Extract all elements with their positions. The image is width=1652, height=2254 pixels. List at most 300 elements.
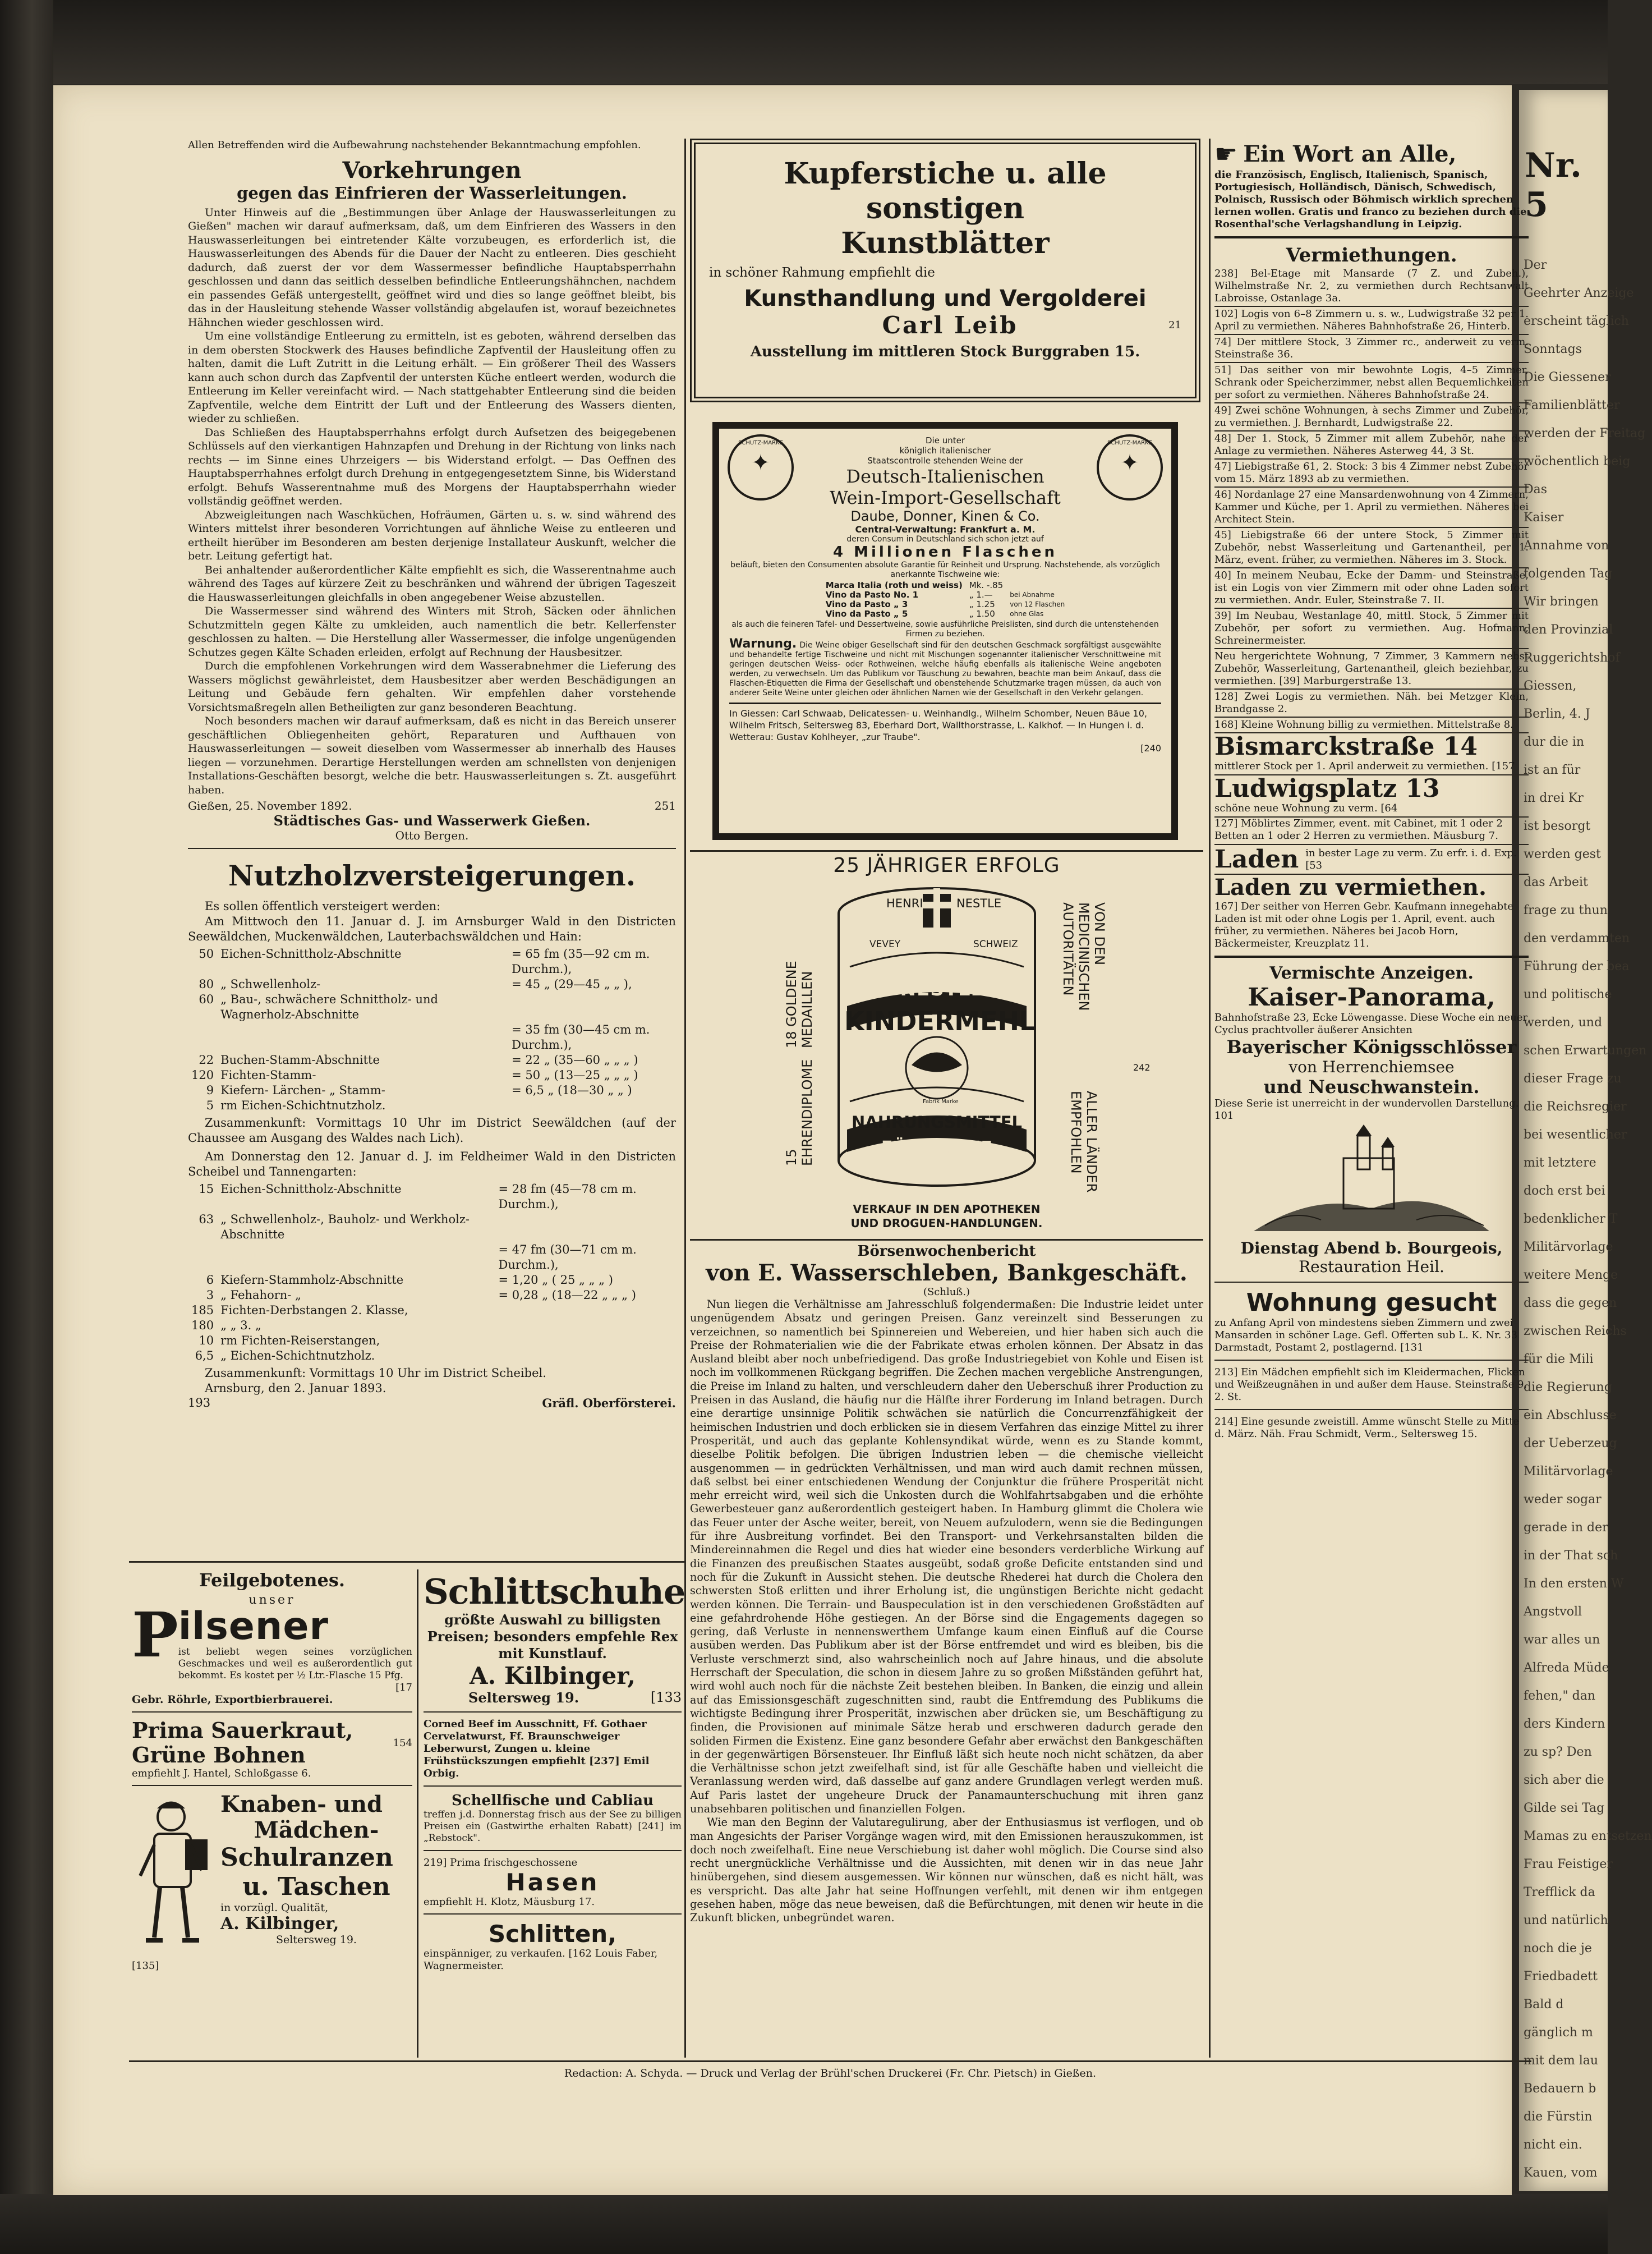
next-page-fragment: zu sp? Den [1524, 1745, 1592, 1759]
wood-qty: 9 [206, 1084, 214, 1097]
wood-row [188, 1333, 676, 1348]
next-page-fragment: Kauen, vom [1524, 2166, 1598, 2180]
wine-row [822, 590, 1068, 600]
column-rule [684, 139, 686, 2058]
wood-row [188, 1303, 676, 1318]
next-page-fragment: folgenden Tag [1524, 567, 1613, 581]
bohnen-title: Grüne Bohnen [132, 1742, 306, 1768]
wood-item: „ „ 3. „ [220, 1319, 261, 1332]
ranzen-line-4: u. Taschen [242, 1872, 390, 1901]
ranzen-address: Seltersweg 19. [276, 1934, 357, 1946]
verm-item: 238] Bel-Etage mit Mansarde (7 Z. und Zubeh.), Wilhelmstraße Nr. 2, zu vermiethen durch Rechtsanwalt Labroisse, Ostanlage 3a. [1214, 267, 1529, 307]
can-brand: H. NESTLE'S [868, 978, 1005, 1000]
wohnung-gesucht-title: Wohnung gesucht [1246, 1288, 1497, 1317]
next-page-fragment: sich aber die [1524, 1773, 1604, 1787]
verm-item: 128] Zwei Logis zu vermiethen. Näh. bei Metzger Klein, Brandgasse 2. [1214, 690, 1529, 718]
bayern-line-2: von Herrenchiemsee [1289, 1058, 1455, 1076]
wood-item [217, 1022, 508, 1053]
ludwig-title: Ludwigsplatz 13 [1214, 774, 1440, 803]
versch-title: Vermischte Anzeigen. [1269, 963, 1474, 983]
wood-measure: = 22 „ (35—60 „ „ „ ) [512, 1053, 638, 1067]
wood-row [188, 977, 676, 992]
scan-background-left [0, 0, 53, 2254]
next-page-fragment: Sonntags [1524, 342, 1582, 356]
next-page-fragment: Mamas zu entsetzen [1524, 1829, 1652, 1843]
next-page-fragment: in der That sch [1524, 1549, 1618, 1563]
wood-item: Fichten-Derbstangen 2. Klasse, [220, 1303, 408, 1317]
column-right [1214, 139, 1529, 2069]
nestle-ad [690, 852, 1203, 1239]
nestle-right-1: VON DEN MEDICINISCHEN AUTORITÄTEN [1060, 902, 1107, 1011]
wood-measure: = 47 fm (30—71 cm m. Durchm.), [498, 1243, 637, 1271]
kaiser-title: Kaiser-Panorama, [1248, 983, 1495, 1012]
notice-subtitle: gegen das Einfrieren der Wasserleitungen. [237, 183, 627, 203]
next-page-fragment: weitere Menge [1524, 1268, 1618, 1282]
hasen-title: Hasen [505, 1869, 600, 1896]
wood-table-1 [188, 947, 676, 1113]
next-page-fragment: die Regierung [1524, 1380, 1612, 1394]
schellfische-text: treffen j.d. Donnerstag frisch aus der See zu billigen Preisen ein (Gastwirthe erhalten Rabatt) [241] im „Rebstock". [424, 1809, 682, 1844]
next-page-fragment: werden gest [1524, 847, 1601, 861]
hasen-firm: empfiehlt H. Klotz, Mäusburg 17. [424, 1896, 595, 1908]
wood-intro: Es sollen öffentlich versteigert werden: [205, 899, 441, 913]
pilsener-pretitle: unser [249, 1593, 296, 1607]
next-page-fragment: schen Erwartungen [1524, 1044, 1647, 1058]
wine-note: ohne Glas [1010, 610, 1044, 618]
wood-measure: = 65 fm (35—92 cm m. Durchm.), [512, 947, 650, 976]
next-page-fragment: In den ersten W [1524, 1577, 1624, 1591]
wood-row [188, 1288, 676, 1303]
verm-item: 168] Kleine Wohnung billig zu vermiethen. Mittelstraße 8. [1214, 718, 1529, 733]
wood-qty: 3 [206, 1288, 214, 1302]
wine-number: [240 [1140, 743, 1161, 754]
newspaper-page [53, 85, 1529, 2195]
next-page-fragment: Bedauern b [1524, 2082, 1596, 2096]
schellfische-title: Schellfische und Cabliau [452, 1792, 654, 1809]
next-page-fragment: für die Mili [1524, 1352, 1594, 1366]
wine-mark-left: SCHUTZ-MARKE [738, 440, 783, 446]
wine-price: „ 1.50 [969, 609, 995, 619]
wood-qty: 180 [191, 1319, 214, 1332]
can-nestle: NESTLE [956, 897, 1002, 910]
notice-title: Vorkehrungen [342, 157, 522, 183]
next-page-fragment: zwischen Reichs [1524, 1324, 1627, 1338]
column-middle [690, 139, 1203, 2058]
wood-item: „ Eichen-Schichtnutzholz. [220, 1349, 375, 1362]
wood-number: 193 [188, 1396, 211, 1410]
wood-table-2 [188, 1182, 676, 1364]
kupferstiche-ad [690, 139, 1200, 402]
wood-measure [495, 1348, 677, 1364]
laden1-title: Laden [1214, 845, 1299, 874]
ranzen-number: [135] [132, 1960, 159, 1972]
pilsener-firm: Gebr. Röhrle, Exportbierbrauerei. [132, 1693, 333, 1706]
wine-name: Marca Italia (roth und weiss) [825, 580, 963, 590]
bayern-line-1: Bayerischer Königsschlösser [1226, 1036, 1517, 1058]
boerse-paragraph: Nun liegen die Verhältnisse am Jahresschluß folgendermaßen: Die Industrie leidet unter ungenügendem Absatz und geringen Preisen. Ganz vereinzelt sind Besserungen zu verzeichnen, so namentlich bei Spinnereien und Webereien, und hier haben sich auch die Preise der Rohmaterialien wie die der Fabrikate etwas erholen können. Der Absatz in das Ausland bleibt aber noch unbefriedigend. Das große Industriegebiet von Kohle und Eisen ist noch im vollkommenen Rückgang begriffen. Die Zechen machen vergebliche Anstrengungen, die Preise im Inland zu halten, und verschleudern daher den Ueberschuß ihrer Production zu Preisen in das Ausland, die häufig nur die Hälfte ihrer Forderung im Inland betragen. Durch eine derartige unsinnige Politik schwächen sie natürlich die Concurrenzfähigkeit der heimischen Industrien und doch erblicken sie in diesem Verfahren das einzige Mittel zu ihrer Prosperität, und auch das geplante Kohlensyndikat würde, wenn es zu Stande kommt, dieselbe Politik befolgen. Die übrigen Industrien leben — die chemische vielleicht ausgenommen — in gedrückten Verhältnissen, und man wird auch damit rechnen müssen, daß selbst bei einer entschiedenen Wendung der Conjunktur die frühere Prosperität nicht mehr erreicht wird, weil sich die Unkosten durch die Wohlfahrtsabgaben und die erhöhte Gewerbesteuer ganz außerordentlich gesteigert haben. In Hamburg glimmt die Cholera wie das Feuer unter der Asche weiter, bereit, von Neuem aufzulodern, wenn sie die Bedingungen für ihre Ausbreitung vorfindet. Bei den Transport- und Verkehrsanstalten bilden die Mindereinnahmen die Regel und dies hat wieder eine besonders verderbliche Wirkung auf die Finanzen des preußischen Staates ausgeübt, sodaß große Deficite entstanden sind und noch für die Zukunft in Aussicht stehen. Die deutsche Rhederei hat durch die Cholera den schwersten Stoß erlitten und ihrer Erholung ist, die ungünstigen Berichte nicht gedacht werden können. Die Terrain- und Bauspeculation ist in den verschiedenen Großstädten auf eine gefahrdrohende Höhe gestiegen. An der Börse sind die Engagements dagegen so gering, daß Verluste in nennenswerthem Umfange kaum einen Einfluß auf die Course ausüben werden. Das Publikum aber ist der Börse entfremdet und wird es bleiben, bis die Verluste verschmerzt sind, also wahrscheinlich noch auf Jahre hinaus, und die absolute Herrschaft der Speculation, die schon in diesem Jahre zu so großen Mißständen geführt hat, wird wohl auch noch für die nächste Zeit bestehen bleiben. In Banken, die einzig und allein auf das Emissionsgeschäft zugeschnitten sind, raubt die Entfremdung des Publikums die wichtigste Bedingung ihrer Prosperität, inzwischen aber drücken sie, um Beschäftigung zu finden, die Provisionen auf minimale Sätze herab und erschweren dadurch gerade den soliden Firmen die Existenz. Eine ganz besondere Gefahr aber erwächst den Bankgeschäften in der gegenwärtigen Börsensteuer. Ihr Einfluß läßt sich heute noch nicht schätzen, da aber die Verhältnisse schon jetzt zweifelhaft sind, ist für alle Geschäfte haben und vielleicht die Veranlassung werden wird, daß dasselbe auf ganz andere Grundlagen verlegt werden muß. Auf Paris lastet der ungeheure Druck der Panamaunterschuchung mit ihren ganz unabsehbaren politischen und finanziellen Folgen. [690, 1298, 1203, 1815]
wood-item: Fichten-Stamm- [220, 1068, 316, 1082]
pilsener-title-rest: ilsener [178, 1604, 329, 1649]
next-page-fragment: ders Kindern [1524, 1717, 1605, 1731]
wood-qty: 6,5 [195, 1349, 214, 1362]
can-nahrungsmittel: NAHRUNGSMITTEL [852, 1113, 1022, 1132]
wine-note: von 12 Flaschen [1010, 600, 1065, 608]
next-page-fragment: und natürlich [1524, 1913, 1608, 1927]
verm-item: 39] Im Neubau, Westanlage 40, mittl. Stock, 5 Zimmer mit Zubehör, per sofort zu vermiethen. Aug. Hofmann, Schreinermeister. [1214, 609, 1529, 649]
wine-name: Vino da Pasto „ 3 [825, 599, 908, 609]
next-page-fragment: erscheint täglich [1524, 314, 1629, 328]
schlittschuhe-title: Schlittschuhe [424, 1571, 685, 1612]
pilsener-number: [17 [395, 1682, 412, 1693]
wood-measure [508, 992, 676, 1022]
sauerkraut-number: 154 [393, 1737, 412, 1749]
verm-item: 48] Der 1. Stock, 5 Zimmer mit allem Zubehör, nahe der Anlage zu vermiethen. Näheres Asterweg 44, 3 St. [1214, 431, 1529, 460]
next-page-fragment: Angstvoll [1524, 1605, 1582, 1619]
next-page-fragment: ein Abschlusse [1524, 1408, 1617, 1422]
wine-title-1: Deutsch-Italienischen [846, 466, 1044, 487]
wine-price: Mk. -.85 [969, 580, 1004, 590]
next-page-fragment: noch die je [1524, 1941, 1592, 1955]
footer-imprint: Redaction: A. Schyda. — Druck und Verlag der Brühl'schen Druckerei (Fr. Chr. Pietsch) in Gießen. [564, 2067, 1097, 2079]
hasen-pretitle: 219] Prima frischgeschossene [424, 1857, 578, 1869]
notice-paragraph: Die Wassermesser sind während des Winters mit Stroh, Säcken oder ähnlichen Schutzmitteln gegen Kälte zu umkleiden, auch namentlich die betr. Kellerfenster geschlossen zu halten. — Die Herstellung aller Wassermesser, die infolge ungenügenden Schutzes gegen Kälte Schaden erleiden, erfolgt auf Rechnung der Hausbesitzer. [188, 605, 676, 659]
laden2-text: 167] Der seither von Herren Gebr. Kaufmann innegehabte Laden ist mit oder ohne Logis per 1. April, event. auch früher, zu vermiethen. Näheres bei Jacob Horn, Bäckermeister, Kreuzplatz 11. [1214, 901, 1514, 949]
next-page-fragment: fehen," dan [1524, 1689, 1595, 1703]
next-page-fragment: Alfreda Müde [1524, 1661, 1609, 1675]
next-page-fragment: mit letztere [1524, 1156, 1596, 1170]
notice-paragraph: Noch besonders machen wir darauf aufmerksam, daß es nicht in das Bereich unserer geschäftlichen Obliegenheiten gehört, Reparaturen und Aufthauen von Hauswasserleitungen — soweit dieselben vom Wassermesser ab innerhalb des Hauses liegen — vorzunehmen. Derartige Herstellungen werden am schnellsten von denjenigen Installations-Geschäften besorgt, welche die betr. Hauswasserleitungen s. Zt. ausgeführt haben. [188, 715, 676, 796]
wood-qty: 50 [199, 947, 214, 961]
next-page-fragment: doch erst bei [1524, 1184, 1605, 1198]
can-mark: Fabrik Marke [923, 1099, 959, 1105]
next-page-fragment: Der [1524, 258, 1547, 272]
next-page-fragment: war alles un [1524, 1633, 1600, 1647]
wood-item [217, 1242, 495, 1273]
next-page-fragment: Militärvorlage [1524, 1465, 1613, 1479]
wine-name: Vino da Pasto „ 5 [825, 609, 908, 619]
next-page-fragment: Gilde sei Tag [1524, 1801, 1605, 1815]
wood-row [188, 947, 676, 977]
next-page-fragment: den verdammten [1524, 931, 1630, 945]
next-page-fragment: das Arbeit [1524, 875, 1588, 889]
notice-paragraph: Das Schließen des Hauptabsperrhahns erfolgt durch Aufsetzen des beigegebenen Schlüssels auf den vierkantigen Hahnzapfen und Drehung in der Richtung von links nach rechts — im Sinne eines Uhrzeigers — bis Widerstand erfolgt. — Das Oeffnen des Hauptabsperrhahnes erfolgt durch Drehung in entgegengesetztem Sinne, bis Widerstand erfolgt. Behufs Wasserentnahme muß des Morgens der Hauptabsperrhahn wieder vollständig geöffnet werden. [188, 426, 676, 507]
schlitten-title: Schlitten, [488, 1920, 617, 1948]
wood-measure: = 0,28 „ (18—22 „ „ „ ) [498, 1288, 636, 1302]
boerse-title: von E. Wasserschleben, Bankgeschäft. [706, 1260, 1188, 1286]
wine-warning-label: Warnung. [729, 637, 797, 651]
wine-row [822, 581, 1068, 590]
laden2-title: Laden zu vermiethen. [1214, 874, 1487, 901]
next-page-fragment: gänglich m [1524, 2026, 1593, 2040]
wood-row [188, 992, 676, 1022]
wine-mark-right: SCHUTZ-MARKE [1107, 440, 1152, 446]
wood-row [188, 1242, 676, 1273]
wine-price: „ 1.— [969, 590, 993, 600]
boerse-head: Börsenwochenbericht [857, 1243, 1036, 1260]
next-page-fragment: werden der Freitag [1524, 426, 1646, 440]
wine-consum: deren Consum in Deutschland sich schon jetzt auf [846, 535, 1044, 544]
next-page-fragment: Ruggerichtshof [1524, 651, 1620, 665]
wood-item: „ Fehahorn- „ [220, 1288, 301, 1302]
schlittschuhe-number: [133 [650, 1690, 682, 1705]
notice-signature: Städtisches Gas- und Wasserwerk Gießen. [273, 812, 591, 829]
next-page-fragment: weder sogar [1524, 1493, 1602, 1507]
sauerkraut-title: Prima Sauerkraut, [132, 1718, 353, 1743]
wood-measure [495, 1212, 677, 1242]
wood-measure [495, 1333, 677, 1348]
wood-qty: 22 [199, 1053, 214, 1067]
pilsener-text: ist beliebt wegen seines vorzüglichen Geschmackes und weil es außerordentlich gut bekommt. Es kostet per ½ Ltr.-Flasche 15 Pfg. [178, 1646, 412, 1681]
wine-ad [712, 422, 1178, 840]
wine-price-list [822, 581, 1068, 619]
feil-title: Feilgebotenes. [199, 1569, 345, 1591]
wood-item: Eichen-Schnittholz-Abschnitte [220, 1182, 402, 1196]
pilsener-initial: P [132, 1599, 178, 1671]
next-page-fragment: gerade in der [1524, 1521, 1608, 1535]
wine-row [822, 600, 1068, 609]
nestle-bottom-2: UND DROGUEN-HANDLUNGEN. [850, 1216, 1043, 1230]
next-page-fragment: bedenklicher T [1524, 1212, 1618, 1226]
column-rule [1209, 139, 1211, 2058]
notice-paragraph: Unter Hinweis auf die „Bestimmungen über Anlage der Hauswasserleitungen zu Gießen" machen wir darauf aufmerksam, daß, um dem Einfrieren des Wassers in den Hauswasserleitungen bei eintretender Kälte vorzubeugen, es erforderlich ist, die Hauswasserleitungen des Abends für die Dauer der Nacht zu entleeren. Dies geschieht dadurch, daß zuerst der vor dem Wassermesser befindliche Hauptabsperrhahn geschlossen und dann das seitlich desselben befindliche Entleerungshähnchen, nachdem ein passendes Gefäß untergestellt, geöffnet wird und dies so lange geöffnet bleibt, bis das in der Hausleitung stehende Wasser vollständig abgelaufen ist, worauf bezeichnetes Hähnchen wieder geschlossen wird. [188, 206, 676, 329]
wood-item: „ Schwellenholz-, Bauholz- und Werkholz-Abschnitte [220, 1213, 470, 1241]
verm-title: Vermiethungen. [1286, 244, 1457, 267]
wine-title-2: Wein-Import-Gesellschaft [830, 487, 1061, 508]
schlittschuhe-text: größte Auswahl zu billigsten Preisen; besonders empfehle Rex mit Kunstlauf. [427, 1612, 678, 1661]
notice-paragraph: Bei anhaltender außerordentlicher Kälte empfiehlt es sich, die Wasserentnahme auch während des Tages auf kürzere Zeit zu beschränken und während der übrigen Tageszeit die Hauswasserleitungen gleichfalls in oben angegebener Weise abzustellen. [188, 563, 676, 604]
next-page-fragment: bei wesentlicher [1524, 1128, 1627, 1142]
wine-note: bei Abnahme [1010, 591, 1055, 599]
wine-row [822, 609, 1068, 619]
next-page-fragment: dur die in [1524, 735, 1585, 749]
wine-text-3: Die Weine obiger Gesellschaft sind für den deutschen Geschmack sorgfältigst ausgewählte und behandelte fertige Tischweine und nicht mit Mischungen sogenannter italienischer Verschnittweine mit geringen deutschen Weiss- oder Rothweinen, welche häufig ebenfalls als italienische Weine angeboten werden, zu verwechseln. Um das Publikum vor Täuschung zu bewahren, beachte man beim Ankauf, dass die Flaschen-Etiquetten die Firma der Gesellschaft und obenstehende Schutzmarke tragen müssen, da auch von anderer Seite Weine unter gleichen oder ähnlichen Namen wie der Gesellschaft in den Verkehr gelangen. [729, 641, 1162, 697]
next-page-fragment: wöchentlich beig [1524, 455, 1631, 469]
wood-item: Kiefern-Stammholz-Abschnitte [220, 1273, 404, 1287]
wood-qty [188, 1242, 217, 1273]
wort-text: die Französisch, Englisch, Italienisch, Spanisch, Portugiesisch, Holländisch, Dänisch, Schwedisch, Polnisch, Russisch oder Böhmisch wirklich sprechen lernen wollen. Gratis und franco zu beziehen durch die Rosenthal'sche Verlagshandlung in Leipzig. [1214, 169, 1527, 230]
verm-item: 45] Liebigstraße 66 der untere Stock, 5 Zimmer mit Zubehör, nebst Wasserleitung und Gartenantheil, per 1. März, event. früher, zu vermiethen. Näheres im 3. Stock. [1214, 528, 1529, 568]
next-page-fragment: dass die gegen [1524, 1296, 1617, 1310]
wine-name: Vino da Pasto No. 1 [825, 590, 919, 600]
schlittschuhe-address: Seltersweg 19. [468, 1690, 579, 1706]
notice-number: 251 [654, 799, 676, 812]
verm-list [1214, 267, 1529, 733]
next-page-fragment: Annahme von [1524, 539, 1609, 553]
nestle-left-2: 18 GOLDENE MEDAILLEN [784, 960, 815, 1048]
can-henri: HENRI [886, 897, 923, 910]
ads-left [132, 1569, 412, 2063]
wood-item: rm Eichen-Schichtnutzholz. [220, 1099, 386, 1112]
maedchen-ad: 213] Ein Mädchen empfiehlt sich im Kleidermachen, Flicken und Weißzeugnähen in und außer dem Hause. Steinstraße 9, 2. St. [1214, 1366, 1527, 1403]
scan-background-top [0, 0, 1608, 84]
nestle-bottom-1: VERKAUF IN DEN APOTHEKEN [853, 1202, 1041, 1216]
wood-qty [188, 1022, 217, 1053]
kupfer-title-2: Kunstblätter [841, 226, 1050, 260]
ludwig-text: schöne neue Wohnung zu verm. [64 [1214, 802, 1529, 818]
wood-meeting-2: Zusammenkunft: Vormittags 10 Uhr im District Scheibel. [205, 1366, 546, 1380]
wine-price: „ 1.25 [969, 599, 995, 609]
wood-day1: Am Mittwoch den 11. Januar d. J. im Arnsburger Wald in den Districten Seewäldchen, Muckenwäldchen, Lauterbachswäldchen und Hain: [188, 915, 676, 943]
next-page-fragment: werden, und [1524, 1016, 1603, 1030]
wood-signature: Gräfl. Oberförsterei. [542, 1396, 676, 1410]
verm-item: Neu hergerichtete Wohnung, 7 Zimmer, 3 Kammern nebst Zubehör, Wasserleitung, Gartenantheil, gleich beziehbar, zu vermiethen. [39] Marburgerstraße 13. [1214, 649, 1529, 690]
wood-row [188, 1318, 676, 1333]
wine-pre-1: Die unter [925, 435, 965, 446]
wood-qty: 10 [199, 1334, 214, 1347]
can-fuer-kinder: FÜR KLEINE KINDER [881, 1138, 993, 1177]
wine-text-2: als auch die feineren Tafel- und Dessertweine, sowie ausführliche Preislisten, sind durch die untenstehenden Firmen zu beziehen. [731, 620, 1159, 639]
ranzen-line-1: Knaben- und [220, 1791, 383, 1817]
kupfer-number: 21 [1168, 319, 1181, 331]
hand-pointer-icon: ☛ [1214, 139, 1238, 169]
ranzen-line-2: Mädchen- [254, 1817, 379, 1843]
wood-measure: = 50 „ (13—25 „ „ „ ) [512, 1068, 638, 1082]
next-page-fragment: die Reichsregier [1524, 1100, 1627, 1114]
wood-row [188, 1098, 676, 1113]
section-rule [129, 1561, 684, 1563]
wood-qty: 63 [199, 1213, 214, 1226]
wood-row [188, 1348, 676, 1364]
wood-day2: Am Donnerstag den 12. Januar d. J. im Feldheimer Wald in den Districten Scheibel und Tannengarten: [188, 1150, 676, 1178]
nestle-left-1: 15 EHRENDIPLOME [784, 1059, 815, 1166]
wine-owners: Daube, Donner, Kinen & Co. [850, 508, 1040, 524]
wood-measure: = 45 „ (29—45 „ „ ), [512, 977, 632, 991]
kupfer-title-1: Kupferstiche u. alle sonstigen [784, 157, 1107, 226]
wood-row [188, 1273, 676, 1288]
intro-text: Allen Betreffenden wird die Aufbewahrung nachstehender Bekanntmachung empfohlen. [188, 139, 641, 151]
nestle-top: 25 JÄHRIGER ERFOLG [833, 854, 1060, 877]
next-page-fragment: Führung der bea [1524, 960, 1630, 974]
wood-row [188, 1068, 676, 1083]
notice-date: Gießen, 25. November 1892. [188, 799, 352, 812]
notice-name: Otto Bergen. [395, 829, 469, 842]
wood-row [188, 1212, 676, 1242]
next-page-fragment: in drei Kr [1524, 791, 1584, 805]
corned-beef-ad: Corned Beef im Ausschnitt, Ff. Gothaer Cervelatwurst, Ff. Braunschweiger Leberwurst, Zungen u. kleine Frühstückszungen empfiehlt [237] Emil Orbig. [424, 1718, 650, 1779]
ranzen-firm: A. Kilbinger, [220, 1914, 339, 1934]
wine-seal-icon: ✦ [1120, 450, 1139, 476]
notice-paragraph: Abzweigleitungen nach Waschküchen, Hofräumen, Gärten u. s. w. sind während des Winters mittelst ihrer besonderen Vorrichtungen auf ähnliche Weise zu entleeren und ertheilt hierüber im Besonderen am besten derjenige Installateur Auskunft, welcher die betr. Leitung gefertigt hat. [188, 508, 676, 562]
wood-qty: 185 [191, 1303, 214, 1317]
can-schweiz: SCHWEIZ [973, 939, 1018, 950]
next-page-fragment: frage zu thun [1524, 903, 1608, 917]
wood-item: Eichen-Schnittholz-Abschnitte [220, 947, 402, 961]
next-page-fragment: und politische [1524, 988, 1612, 1002]
wood-item: Kiefern- Lärchen- „ Stamm- [220, 1084, 385, 1097]
wood-measure: = 1,20 „ ( 25 „ „ „ ) [498, 1273, 613, 1287]
kupfer-subtitle: in schöner Rahmung empfiehlt die [709, 265, 935, 280]
wine-central: Central-Verwaltung: Frankfurt a. M. [855, 524, 1036, 535]
wood-measure: = 6,5 „ (18—30 „ „ ) [512, 1084, 632, 1097]
wood-qty: 6 [206, 1273, 214, 1287]
wood-row [188, 1182, 676, 1212]
ranzen-text: in vorzügl. Qualität, [220, 1902, 329, 1914]
wine-pre-2: königlich italienischer [899, 446, 991, 456]
next-page-fragment: Familienblätter [1524, 398, 1620, 412]
wood-measure: = 28 fm (45—78 cm m. Durchm.), [498, 1182, 637, 1211]
ad-rule [417, 1569, 418, 2058]
wood-qty: 5 [206, 1099, 214, 1112]
wood-row [188, 1022, 676, 1053]
wood-qty: 60 [199, 993, 214, 1006]
bismarck-text: mittlerer Stock per 1. April anderweit zu vermiethen. [157 [1214, 760, 1529, 775]
next-page-fragment: Bald d [1524, 1998, 1564, 2012]
wood-qty: 80 [199, 977, 214, 991]
schlitten-text: einspänniger, zu verkaufen. [162 Louis Faber, Wagnermeister. [424, 1948, 658, 1972]
verm-item: 102] Logis von 6–8 Zimmern u. s. w., Ludwigstraße 32 per 1. April zu vermiethen. Näheres Bahnhofstraße 26, Hinterb. [1214, 307, 1529, 335]
schlittschuhe-firm: A. Kilbinger, [470, 1662, 636, 1690]
moebl-zimmer: 127] Möblirtes Zimmer, event. mit Cabinet, mit 1 oder 2 Betten an 1 oder 2 Herren zu vermiethen. Mäusburg 7. [1214, 818, 1529, 845]
nestle-right-2: ALLER LÄNDER EMPFOHLEN [1068, 1090, 1099, 1193]
wine-million: 4 Millionen Flaschen [833, 544, 1057, 561]
wine-seal-left [728, 434, 794, 501]
can-kindermehl: KINDERMEHL [844, 1006, 1036, 1036]
wood-measure: = 35 fm (30—45 cm m. Durchm.), [512, 1023, 650, 1052]
next-page-fragment: Friedbadett [1524, 1970, 1598, 1984]
next-page-fragment: Giessen, [1524, 679, 1577, 693]
kaiser-text: Bahnhofstraße 23, Ecke Löwengasse. Diese Woche ein neuer Cyclus prachtvoller äußerer Ansichten [1214, 1012, 1527, 1036]
next-page-fragment: ist besorgt [1524, 819, 1591, 833]
next-page-number: Nr. 5 [1525, 146, 1582, 224]
laden1-text: in bester Lage zu verm. Zu erfr. i. d. Exp. [53 [1305, 847, 1517, 871]
wood-qty: 15 [199, 1182, 214, 1196]
next-page-fragment: dieser Frage zu [1524, 1072, 1622, 1086]
next-page-fragment: mit dem lau [1524, 2054, 1599, 2068]
wine-text-1: beläuft, bieten den Consumenten absolute Garantie für Reinheit und Ursprung. Nachstehende, als vorzüglich anerkannte Tischweine wie: [730, 561, 1160, 579]
wine-note [1006, 581, 1068, 590]
notice-paragraph: Um eine vollständige Entleerung zu ermitteln, ist es geboten, während derselben das in dem obersten Stockwerk des Hauses befindliche Zapfventil der Hausleitung offen zu halten, damit die Luft Zutritt in die Leitung erhält. — Ein größerer Theil des Wassers kann auch schon durch das Zapfventil der untersten Küche entleert werden, wodurch die Entleerung im Keller vereinfacht wird. — Nach stattgehabter Entleerung sind die beiden Zapfventile, welche dem Eintritt der Luft und der Entleerung des Wassers dienten, wieder zu schließen. [188, 330, 676, 425]
restauration-text: Restauration Heil. [1299, 1257, 1444, 1276]
kupfer-owner: Carl Leib [882, 311, 1018, 339]
wood-meeting-1: Zusammenkunft: Vormittags 10 Uhr im District Seewäldchen (auf der Chaussee am Ausgang des Waldes nach Lich). [188, 1116, 676, 1145]
can-vevey: VEVEY [869, 939, 901, 950]
wine-pre-3: Staatscontrolle stehenden Weine der [867, 456, 1023, 466]
next-page-fragment: Frau Feistiger [1524, 1857, 1613, 1871]
section-rule [690, 1239, 1203, 1241]
next-page-fragment: Kaiser [1524, 511, 1564, 525]
notice-paragraph: Durch die empfohlenen Vorkehrungen wird dem Wasserabnehmer die Lieferung des Wassers möglichst gewährleistet, dem Hausbesitzer aber werden Beschädigungen an Leitung und Gebäude fern gehalten. Wir empfehlen daher vorstehende Vorsichtsmaßregeln allen Betheiligten zur ganz besonderen Beachtung. [188, 660, 676, 714]
wood-row [188, 1083, 676, 1098]
next-page-fragment: Das [1524, 483, 1548, 497]
wood-qty: 120 [191, 1068, 214, 1082]
next-page-fragment: Geehrter Anzeige [1524, 286, 1634, 300]
next-page-fragment: Die Giessener [1524, 370, 1611, 384]
wood-title: Nutzholzversteigerungen. [228, 859, 636, 892]
next-page-fragment: ist an für [1524, 763, 1581, 777]
wood-measure [495, 1318, 677, 1333]
verm-item: 40] In meinem Neubau, Ecke der Damm- und Steinstraße, ist ein Logis von vier Zimmern mit oder ohne Laden sofort zu vermiethen. Andr. Euler, Steinstraße 7. II. [1214, 568, 1529, 609]
wort-title: Ein Wort an Alle, [1243, 140, 1457, 167]
wine-seal-right [1097, 434, 1163, 501]
next-page-fragment: die Fürstin [1524, 2110, 1593, 2124]
sauerkraut-firm: empfiehlt J. Hantel, Schloßgasse 6. [132, 1768, 311, 1779]
wood-measure [495, 1303, 677, 1318]
next-page-fragment: nicht ein. [1524, 2138, 1582, 2152]
kupfer-firm: Kunsthandlung und Vergolderei [744, 286, 1147, 311]
wood-item: „ Schwellenholz- [220, 977, 321, 991]
verm-item: 47] Liebigstraße 61, 2. Stock: 3 bis 4 Zimmer nebst Zubehör vom 15. März 1893 ab zu vermiethen. [1214, 460, 1529, 488]
next-page-fragment: der Ueberzeug [1524, 1436, 1617, 1450]
bismarck-title: Bismarckstraße 14 [1214, 732, 1478, 761]
boerse-paragraph: Wie man den Beginn der Valutaregulirung, aber der Enthusiasmus ist verflogen, und ob man Angesichts der Pariser Vorgänge wagen wird, mit den Emissionen herauszukommen, ist doch noch zweifelhaft. Eine neue Verschiebung ist daher wohl möglich. Die Course sind also recht unergnückliche Verhältnisse und die Aussichten, mit denen wir in das neue Jahr hinübergehen, sind diesem ausgemessen. Wir können nur wünschen, daß es nicht hält, was es verspricht. Das alte Jahr hat seine Hoffnungen verfehlt, mit denen wir ihm entgegen gesehen haben, möge das neue beweisen, daß die Befürchtungen, mit denen wir heute in die Zukunft blicken, unbegründet waren. [690, 1816, 1203, 1925]
scan-background-bottom [0, 2194, 1608, 2254]
wood-date: Arnsburg, den 2. Januar 1893. [205, 1381, 386, 1395]
wine-seal-icon: ✦ [751, 450, 770, 476]
wine-dealers: In Giessen: Carl Schwaab, Delicatessen- u. Weinhandlg., Wilhelm Schomber, Neuen Bäue 10, Wilhelm Fritsch, Seltersweg 83, Eberhard Dort, Wallthorstrasse, L. Kalkhof. — In Hungen i. d. Wetterau: Gustav Kohlheyer, „zur Traube". [729, 708, 1147, 742]
wood-item: Buchen-Stamm-Abschnitte [220, 1053, 380, 1067]
boerse-schluss: (Schluß.) [923, 1286, 970, 1298]
next-page-fragment: den Provinzial [1524, 623, 1613, 637]
